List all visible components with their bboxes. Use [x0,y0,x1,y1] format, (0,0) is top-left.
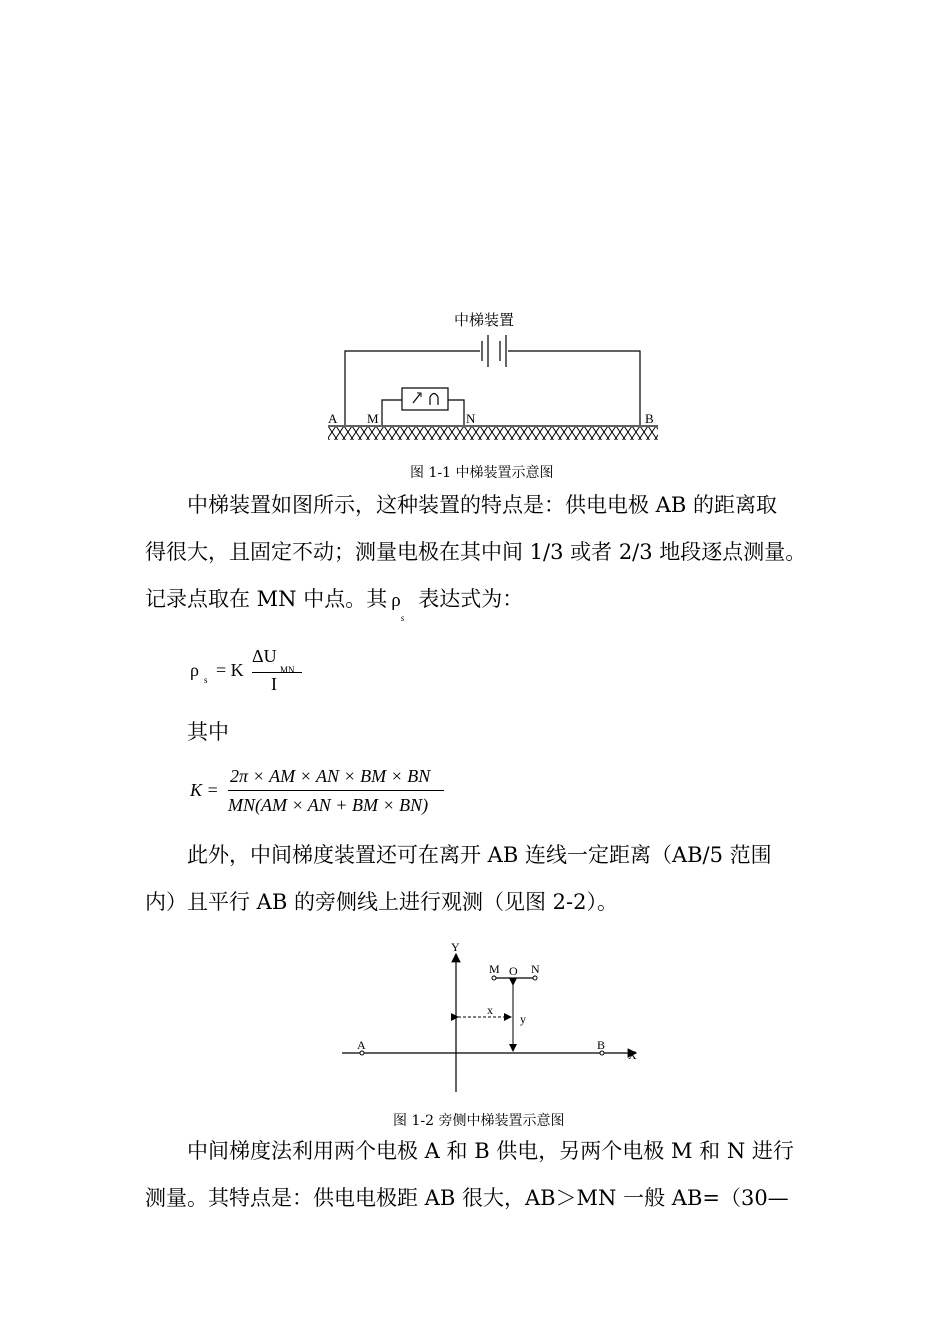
paragraph1-line3: 记录点取在 MN 中点。其 $\rho_s$表达式为： [145,587,524,624]
formula-rho: ρ s = K ΔU MN I [190,646,330,698]
o-label: O [509,964,518,978]
supply-circuit-wire-right [508,351,640,425]
n-label: N [531,962,540,976]
ground-hatching [328,427,658,440]
figure1-caption: 图 1-1 中梯装置示意图 [410,465,554,481]
electrode-n-label: N [466,411,476,426]
figure2-caption: 图 1-2 旁侧中梯装置示意图 [393,1113,565,1129]
electrode-m-label: M [367,411,379,426]
formula-rho-eq: = K [216,660,244,680]
paragraph3-line2: 测量。其特点是：供电电极距 AB 很大，AB＞MN 一般 AB=（30— [145,1186,789,1210]
figure1-title: 中梯装置 [454,311,515,329]
paragraph1-line1: 中梯装置如图所示，这种装置的特点是：供电电极 AB 的距离取 [187,493,777,517]
formula-k-numerator: 2π × AM × AN × BM × BN [230,766,431,786]
electrode-b-label: B [645,411,654,426]
figure2-diagram [340,940,645,1095]
paragraph2-line1: 此外，中间梯度装置还可在离开 AB 连线一定距离（AB/5 范围 [187,843,772,867]
m-label: M [489,962,500,976]
formula-k-lhs: K = [190,780,219,800]
x-axis-label: X [628,1048,637,1062]
label-qizhong: 其中 [187,720,229,744]
electrode-a-label: A [328,411,338,426]
meter-icon [402,388,448,410]
paragraph1-line2: 得很大，且固定不动；测量电极在其中间 1/3 或者 2/3 地段逐点测量。 [145,540,807,564]
formula-k-denominator: MN(AM × AN + BM × BN) [228,795,429,815]
formula-rho-denominator: I [271,674,277,694]
measure-circuit-wire [382,400,402,425]
formula-rho-numerator: ΔU [252,646,277,666]
paragraph2 [145,832,810,926]
measure-circuit-wire-right [448,400,464,425]
y-axis-label: Y [451,940,460,954]
rho-symbol: ρ [391,590,401,611]
paragraph3 [145,1128,810,1222]
formula-k [190,764,460,824]
a-label: A [357,1038,366,1052]
paragraph2-line2: 内）且平行 AB 的旁侧线上进行观测（见图 2-2）。 [145,890,618,914]
x-label: x [487,1003,493,1017]
y-label: y [520,1012,526,1026]
figure1-diagram [320,330,665,450]
paragraph3-line1: 中间梯度法利用两个电极 A 和 B 供电，另两个电极 M 和 N 进行 [187,1139,794,1163]
paragraph1 [145,482,810,632]
b-label: B [597,1038,606,1052]
formula-rho-symbol: ρ [190,660,199,680]
